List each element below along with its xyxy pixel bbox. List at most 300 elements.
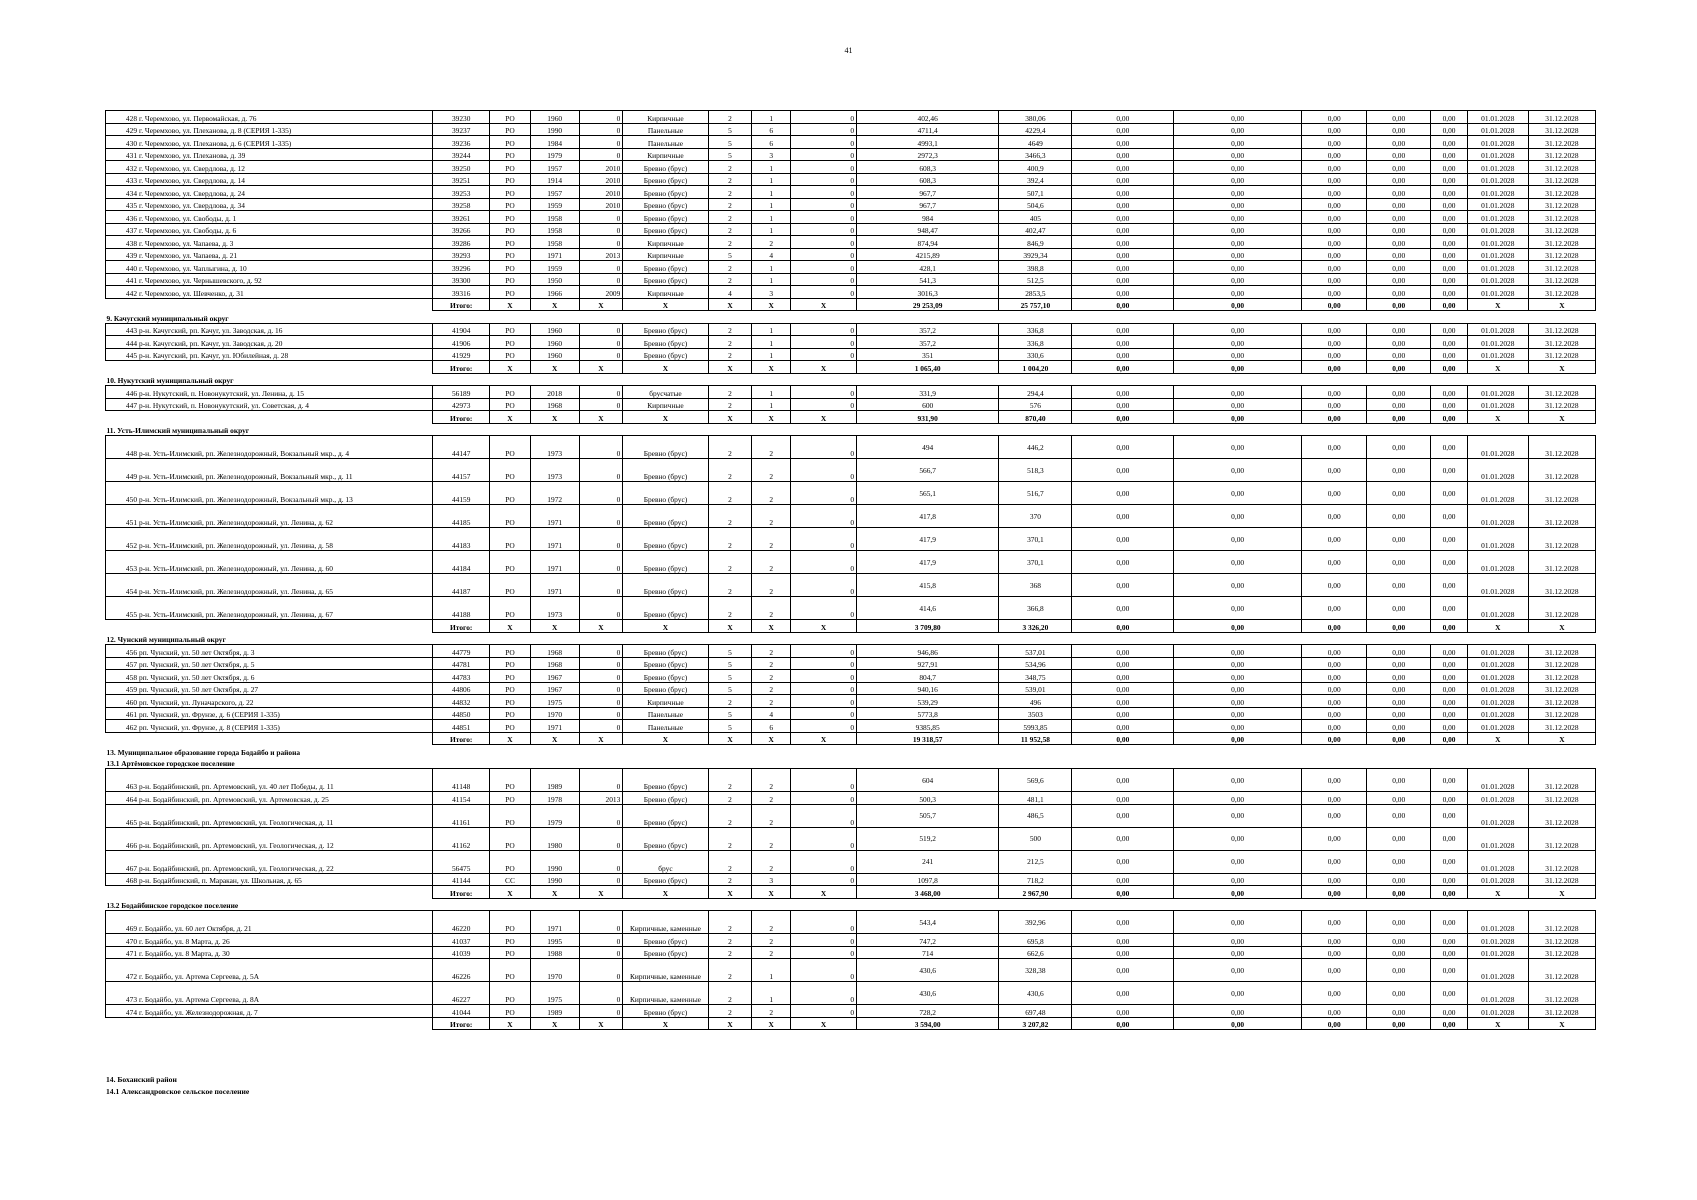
cost-4-cell: 0,00 [1367,436,1431,459]
living-area-cell: 348,75 [999,670,1072,683]
entrances-cell: 1 [752,261,791,274]
total-area-cell: 714 [857,946,999,959]
col-zero-cell: 0 [790,720,856,733]
col-zero-cell: 0 [790,551,856,574]
year-repaired-cell: 0 [579,348,623,361]
table-row [106,911,1596,934]
house-id-cell: 39266 [433,223,490,236]
table-row [106,223,1596,236]
house-id-cell: 39316 [433,286,490,299]
cost-2-cell: 0,00 [1174,695,1302,708]
cost-2-cell: 0,00 [1174,934,1302,947]
col-zero-cell: 0 [790,1005,856,1018]
floors-cell: 2 [708,236,752,249]
ownership-cell: РО [490,934,531,947]
cost-5-cell: 0,00 [1431,551,1468,574]
row-number-cell: 436 [106,211,139,224]
house-id-cell: 39230 [433,111,490,124]
total-wall-material: X [623,411,708,424]
total-col-zero: X [790,361,856,374]
start-date-cell: 01.01.2028 [1467,827,1528,850]
floors-cell: 2 [708,911,752,934]
ownership-cell: РО [490,769,531,792]
address-cell: рп. Чунский, ул. 50 лет Октября, д. 6 [138,670,433,683]
cost-2-cell: 0,00 [1174,792,1302,805]
year-built-cell: 1957 [530,161,579,174]
total-area-cell: 967,7 [857,198,999,211]
section-heading: 10. Нукутский муниципальный округ [106,376,234,385]
start-date-cell: 01.01.2028 [1467,873,1528,886]
cost-3-cell: 0,00 [1302,850,1367,873]
end-date-cell: 31.12.2028 [1528,123,1595,136]
total-ownership: X [490,298,531,311]
address-cell: г. Бодайбо, ул. 8 Марта, д. 26 [138,934,433,947]
total-area-cell: 417,9 [857,528,999,551]
col-zero-cell: 0 [790,959,856,982]
wall-material-cell: Бревно (брус) [623,436,708,459]
ownership-cell: РО [490,136,531,149]
cost-5-cell: 0,00 [1431,505,1468,528]
entrances-cell: 4 [752,248,791,261]
cost-5-cell: 0,00 [1431,934,1468,947]
cost-4-cell: 0,00 [1367,682,1431,695]
table-body [106,111,1596,1030]
cost-1-cell: 0,00 [1072,482,1174,505]
total-cost-3: 0,00 [1302,411,1367,424]
cost-5-cell: 0,00 [1431,827,1468,850]
total-start-date: X [1467,1017,1528,1030]
total-cost-3: 0,00 [1302,886,1367,899]
start-date-cell: 01.01.2028 [1467,173,1528,186]
section-heading-row [106,745,1596,757]
total-total-area: 3 709,80 [857,620,999,633]
total-cost-1: 0,00 [1072,411,1174,424]
address-cell: р-н. Усть-Илимский, рп. Железнодорожный, ул. Ленина, д. 62 [138,505,433,528]
cost-1-cell: 0,00 [1072,398,1174,411]
end-date-cell: 31.12.2028 [1528,959,1595,982]
cost-4-cell: 0,00 [1367,769,1431,792]
total-cost-4: 0,00 [1367,298,1431,311]
col-zero-cell: 0 [790,123,856,136]
table-row [106,236,1596,249]
year-repaired-cell: 0 [579,873,623,886]
house-id-cell: 44187 [433,574,490,597]
cost-5-cell: 0,00 [1431,186,1468,199]
cost-4-cell: 0,00 [1367,707,1431,720]
total-end-date: X [1528,298,1595,311]
total-area-cell: 351 [857,348,999,361]
cost-3-cell: 0,00 [1302,792,1367,805]
total-label: Итого: [433,620,490,633]
cost-1-cell: 0,00 [1072,123,1174,136]
col-zero-cell: 0 [790,273,856,286]
end-date-cell: 31.12.2028 [1528,720,1595,733]
total-row [106,411,1596,424]
page-number: 41 [844,46,853,55]
total-area-cell: 608,3 [857,161,999,174]
total-living-area: 3 326,20 [999,620,1072,633]
total-entrances: X [752,298,791,311]
address-cell: рп. Чунский, ул. 50 лет Октября, д. 27 [138,682,433,695]
cost-5-cell: 0,00 [1431,645,1468,658]
end-date-cell: 31.12.2028 [1528,286,1595,299]
end-date-cell: 31.12.2028 [1528,804,1595,827]
year-built-cell: 1973 [530,436,579,459]
total-total-area: 19 318,57 [857,732,999,745]
total-col-zero: X [790,620,856,633]
total-area-cell: 3016,3 [857,286,999,299]
year-built-cell: 1975 [530,695,579,708]
cost-2-cell: 0,00 [1174,161,1302,174]
wall-material-cell: Бревно (брус) [623,223,708,236]
start-date-cell: 01.01.2028 [1467,323,1528,336]
ownership-cell: РО [490,959,531,982]
house-id-cell: 44779 [433,645,490,658]
address-cell: р-н. Нукутский, п. Новонукутский, ул. Советская, д. 4 [138,398,433,411]
house-id-cell: 39300 [433,273,490,286]
ownership-cell: РО [490,645,531,658]
total-year-built: X [530,886,579,899]
ownership-cell: РО [490,186,531,199]
wall-material-cell: Бревно (брус) [623,827,708,850]
start-date-cell: 01.01.2028 [1467,436,1528,459]
address-cell: г. Черемхово, ул. Свердлова, д. 12 [138,161,433,174]
year-built-cell: 1958 [530,211,579,224]
total-total-area: 3 594,00 [857,1017,999,1030]
col-zero-cell: 0 [790,804,856,827]
year-repaired-cell: 0 [579,123,623,136]
total-cost-4: 0,00 [1367,620,1431,633]
address-cell: г. Черемхово, ул. Первомайская, д. 76 [138,111,433,124]
cost-4-cell: 0,00 [1367,850,1431,873]
wall-material-cell: Бревно (брус) [623,792,708,805]
table-row [106,657,1596,670]
end-date-cell: 31.12.2028 [1528,657,1595,670]
cost-1-cell: 0,00 [1072,657,1174,670]
year-built-cell: 1990 [530,850,579,873]
cost-3-cell: 0,00 [1302,459,1367,482]
year-built-cell: 1970 [530,707,579,720]
year-repaired-cell: 0 [579,597,623,620]
ownership-cell: РО [490,286,531,299]
cost-5-cell: 0,00 [1431,682,1468,695]
cost-2-cell: 0,00 [1174,348,1302,361]
cost-4-cell: 0,00 [1367,386,1431,399]
col-zero-cell: 0 [790,111,856,124]
start-date-cell: 01.01.2028 [1467,248,1528,261]
cost-4-cell: 0,00 [1367,946,1431,959]
total-area-cell: 331,9 [857,386,999,399]
total-cost-5: 0,00 [1431,620,1468,633]
start-date-cell: 01.01.2028 [1467,261,1528,274]
total-start-date: X [1467,411,1528,424]
start-date-cell: 01.01.2028 [1467,804,1528,827]
section-heading-row [106,757,1596,769]
cost-3-cell: 0,00 [1302,248,1367,261]
ownership-cell: РО [490,720,531,733]
house-id-cell: 44159 [433,482,490,505]
address-cell: р-н. Усть-Илимский, рп. Железнодорожный, Вокзальный мкр., д. 11 [138,459,433,482]
year-built-cell: 1914 [530,173,579,186]
entrances-cell: 3 [752,286,791,299]
entrances-cell: 1 [752,186,791,199]
cost-2-cell: 0,00 [1174,1005,1302,1018]
row-number-cell: 466 [106,827,139,850]
start-date-cell: 01.01.2028 [1467,223,1528,236]
year-built-cell: 1970 [530,959,579,982]
cost-2-cell: 0,00 [1174,505,1302,528]
total-area-cell: 430,6 [857,959,999,982]
blank-cell [106,886,433,899]
year-built-cell: 1957 [530,186,579,199]
cost-1-cell: 0,00 [1072,911,1174,934]
wall-material-cell: Кирпичные [623,148,708,161]
total-area-cell: 9385,85 [857,720,999,733]
section-heading: 13.2 Бодайбинское городское поселение [106,901,239,910]
entrances-cell: 2 [752,682,791,695]
living-area-cell: 392,4 [999,173,1072,186]
start-date-cell: 01.01.2028 [1467,695,1528,708]
total-row [106,361,1596,374]
entrances-cell: 2 [752,827,791,850]
wall-material-cell: Бревно (брус) [623,211,708,224]
total-floors: X [708,1017,752,1030]
total-area-cell: 967,7 [857,186,999,199]
cost-4-cell: 0,00 [1367,645,1431,658]
total-cost-4: 0,00 [1367,732,1431,745]
total-wall-material: X [623,620,708,633]
row-number-cell: 451 [106,505,139,528]
address-cell: г. Черемхово, ул. Плеханова, д. 39 [138,148,433,161]
row-number-cell: 455 [106,597,139,620]
cost-3-cell: 0,00 [1302,482,1367,505]
table-row [106,850,1596,873]
col-zero-cell: 0 [790,459,856,482]
total-cost-5: 0,00 [1431,361,1468,374]
total-area-cell: 600 [857,398,999,411]
cost-1-cell: 0,00 [1072,186,1174,199]
total-ownership: X [490,361,531,374]
cost-2-cell: 0,00 [1174,597,1302,620]
year-repaired-cell: 0 [579,482,623,505]
cost-4-cell: 0,00 [1367,792,1431,805]
cost-2-cell: 0,00 [1174,645,1302,658]
start-date-cell: 01.01.2028 [1467,982,1528,1005]
ownership-cell: РО [490,123,531,136]
row-number-cell: 472 [106,959,139,982]
total-floors: X [708,886,752,899]
cost-2-cell: 0,00 [1174,323,1302,336]
house-id-cell: 44183 [433,528,490,551]
end-date-cell: 31.12.2028 [1528,707,1595,720]
cost-3-cell: 0,00 [1302,682,1367,695]
year-repaired-cell: 0 [579,111,623,124]
year-built-cell: 1959 [530,198,579,211]
row-number-cell: 456 [106,645,139,658]
ownership-cell: РО [490,223,531,236]
end-date-cell: 31.12.2028 [1528,436,1595,459]
cost-3-cell: 0,00 [1302,769,1367,792]
start-date-cell: 01.01.2028 [1467,670,1528,683]
ownership-cell: РО [490,482,531,505]
entrances-cell: 2 [752,645,791,658]
year-built-cell: 1995 [530,934,579,947]
col-zero-cell: 0 [790,695,856,708]
row-number-cell: 445 [106,348,139,361]
cost-4-cell: 0,00 [1367,236,1431,249]
table-row [106,804,1596,827]
cost-5-cell: 0,00 [1431,657,1468,670]
total-ownership: X [490,411,531,424]
cost-5-cell: 0,00 [1431,1005,1468,1018]
total-area-cell: 541,3 [857,273,999,286]
cost-5-cell: 0,00 [1431,386,1468,399]
cost-2-cell: 0,00 [1174,248,1302,261]
total-label: Итого: [433,1017,490,1030]
year-built-cell: 1950 [530,273,579,286]
year-built-cell: 2018 [530,386,579,399]
year-built-cell: 1990 [530,123,579,136]
entrances-cell: 1 [752,386,791,399]
house-id-cell: 46227 [433,982,490,1005]
col-zero-cell: 0 [790,348,856,361]
address-cell: рп. Чунский, ул. Фрунзе, д. 6 (СЕРИЯ 1-335) [138,707,433,720]
year-built-cell: 1978 [530,792,579,805]
entrances-cell: 2 [752,911,791,934]
ownership-cell: РО [490,505,531,528]
cost-5-cell: 0,00 [1431,459,1468,482]
total-year-repaired: X [579,732,623,745]
floors-cell: 2 [708,959,752,982]
cost-5-cell: 0,00 [1431,211,1468,224]
cost-2-cell: 0,00 [1174,261,1302,274]
cost-3-cell: 0,00 [1302,236,1367,249]
ownership-cell: РО [490,551,531,574]
cost-1-cell: 0,00 [1072,720,1174,733]
cost-2-cell: 0,00 [1174,682,1302,695]
blank-cell [106,1017,433,1030]
year-built-cell: 1968 [530,398,579,411]
year-repaired-cell: 0 [579,720,623,733]
ownership-cell: РО [490,398,531,411]
total-year-repaired: X [579,361,623,374]
total-row [106,732,1596,745]
cost-4-cell: 0,00 [1367,597,1431,620]
living-area-cell: 486,5 [999,804,1072,827]
address-cell: г. Черемхово, ул. Чапаева, д. 3 [138,236,433,249]
living-area-cell: 3503 [999,707,1072,720]
start-date-cell: 01.01.2028 [1467,505,1528,528]
address-cell: р-н. Нукутский, п. Новонукутский, ул. Ленина, д. 15 [138,386,433,399]
entrances-cell: 1 [752,173,791,186]
floors-cell: 2 [708,459,752,482]
table-row [106,123,1596,136]
cost-1-cell: 0,00 [1072,769,1174,792]
start-date-cell: 01.01.2028 [1467,198,1528,211]
ownership-cell: РО [490,111,531,124]
ownership-cell: РО [490,248,531,261]
living-area-cell: 507,1 [999,186,1072,199]
ownership-cell: РО [490,574,531,597]
house-id-cell: 44832 [433,695,490,708]
total-ownership: X [490,732,531,745]
address-cell: р-н. Бодайбинский, рп. Артемовский, ул. Артемовская, д. 25 [138,792,433,805]
total-area-cell: 1097,8 [857,873,999,886]
floors-cell: 2 [708,223,752,236]
cost-3-cell: 0,00 [1302,186,1367,199]
address-cell: р-н. Усть-Илимский, рп. Железнодорожный, ул. Ленина, д. 58 [138,528,433,551]
house-id-cell: 44851 [433,720,490,733]
floors-cell: 2 [708,186,752,199]
total-col-zero: X [790,1017,856,1030]
cost-2-cell: 0,00 [1174,148,1302,161]
year-repaired-cell: 0 [579,386,623,399]
entrances-cell: 6 [752,720,791,733]
table-row [106,161,1596,174]
cost-2-cell: 0,00 [1174,198,1302,211]
total-total-area: 3 468,00 [857,886,999,899]
cost-5-cell: 0,00 [1431,707,1468,720]
cost-2-cell: 0,00 [1174,173,1302,186]
table-row [106,528,1596,551]
col-zero-cell: 0 [790,161,856,174]
living-area-cell: 212,5 [999,850,1072,873]
cost-3-cell: 0,00 [1302,505,1367,528]
cost-4-cell: 0,00 [1367,198,1431,211]
year-built-cell: 1971 [530,248,579,261]
year-built-cell: 1973 [530,597,579,620]
cost-3-cell: 0,00 [1302,261,1367,274]
cost-1-cell: 0,00 [1072,551,1174,574]
living-area-cell: 4649 [999,136,1072,149]
cost-5-cell: 0,00 [1431,804,1468,827]
wall-material-cell: Бревно (брус) [623,645,708,658]
ownership-cell: РО [490,695,531,708]
row-number-cell: 459 [106,682,139,695]
total-area-cell: 415,8 [857,574,999,597]
cost-2-cell: 0,00 [1174,273,1302,286]
entrances-cell: 2 [752,934,791,947]
cost-3-cell: 0,00 [1302,386,1367,399]
address-cell: г. Бодайбо, ул. Артема Сергеева, д. 5А [138,959,433,982]
total-cost-3: 0,00 [1302,298,1367,311]
entrances-cell: 1 [752,111,791,124]
cost-4-cell: 0,00 [1367,323,1431,336]
address-cell: г. Бодайбо, ул. 60 лет Октября, д. 21 [138,911,433,934]
year-built-cell: 1968 [530,657,579,670]
entrances-cell: 2 [752,670,791,683]
entrances-cell: 2 [752,505,791,528]
cost-5-cell: 0,00 [1431,670,1468,683]
year-repaired-cell: 0 [579,946,623,959]
total-start-date: X [1467,620,1528,633]
year-repaired-cell: 2010 [579,198,623,211]
cost-4-cell: 0,00 [1367,223,1431,236]
total-area-cell: 804,7 [857,670,999,683]
housing-register-table [105,110,1596,1030]
start-date-cell: 01.01.2028 [1467,720,1528,733]
cost-4-cell: 0,00 [1367,273,1431,286]
end-date-cell: 31.12.2028 [1528,769,1595,792]
ownership-cell: РО [490,982,531,1005]
living-area-cell: 500 [999,827,1072,850]
cost-4-cell: 0,00 [1367,123,1431,136]
floors-cell: 5 [708,682,752,695]
total-wall-material: X [623,886,708,899]
cost-1-cell: 0,00 [1072,946,1174,959]
cost-2-cell: 0,00 [1174,720,1302,733]
table-row [106,136,1596,149]
